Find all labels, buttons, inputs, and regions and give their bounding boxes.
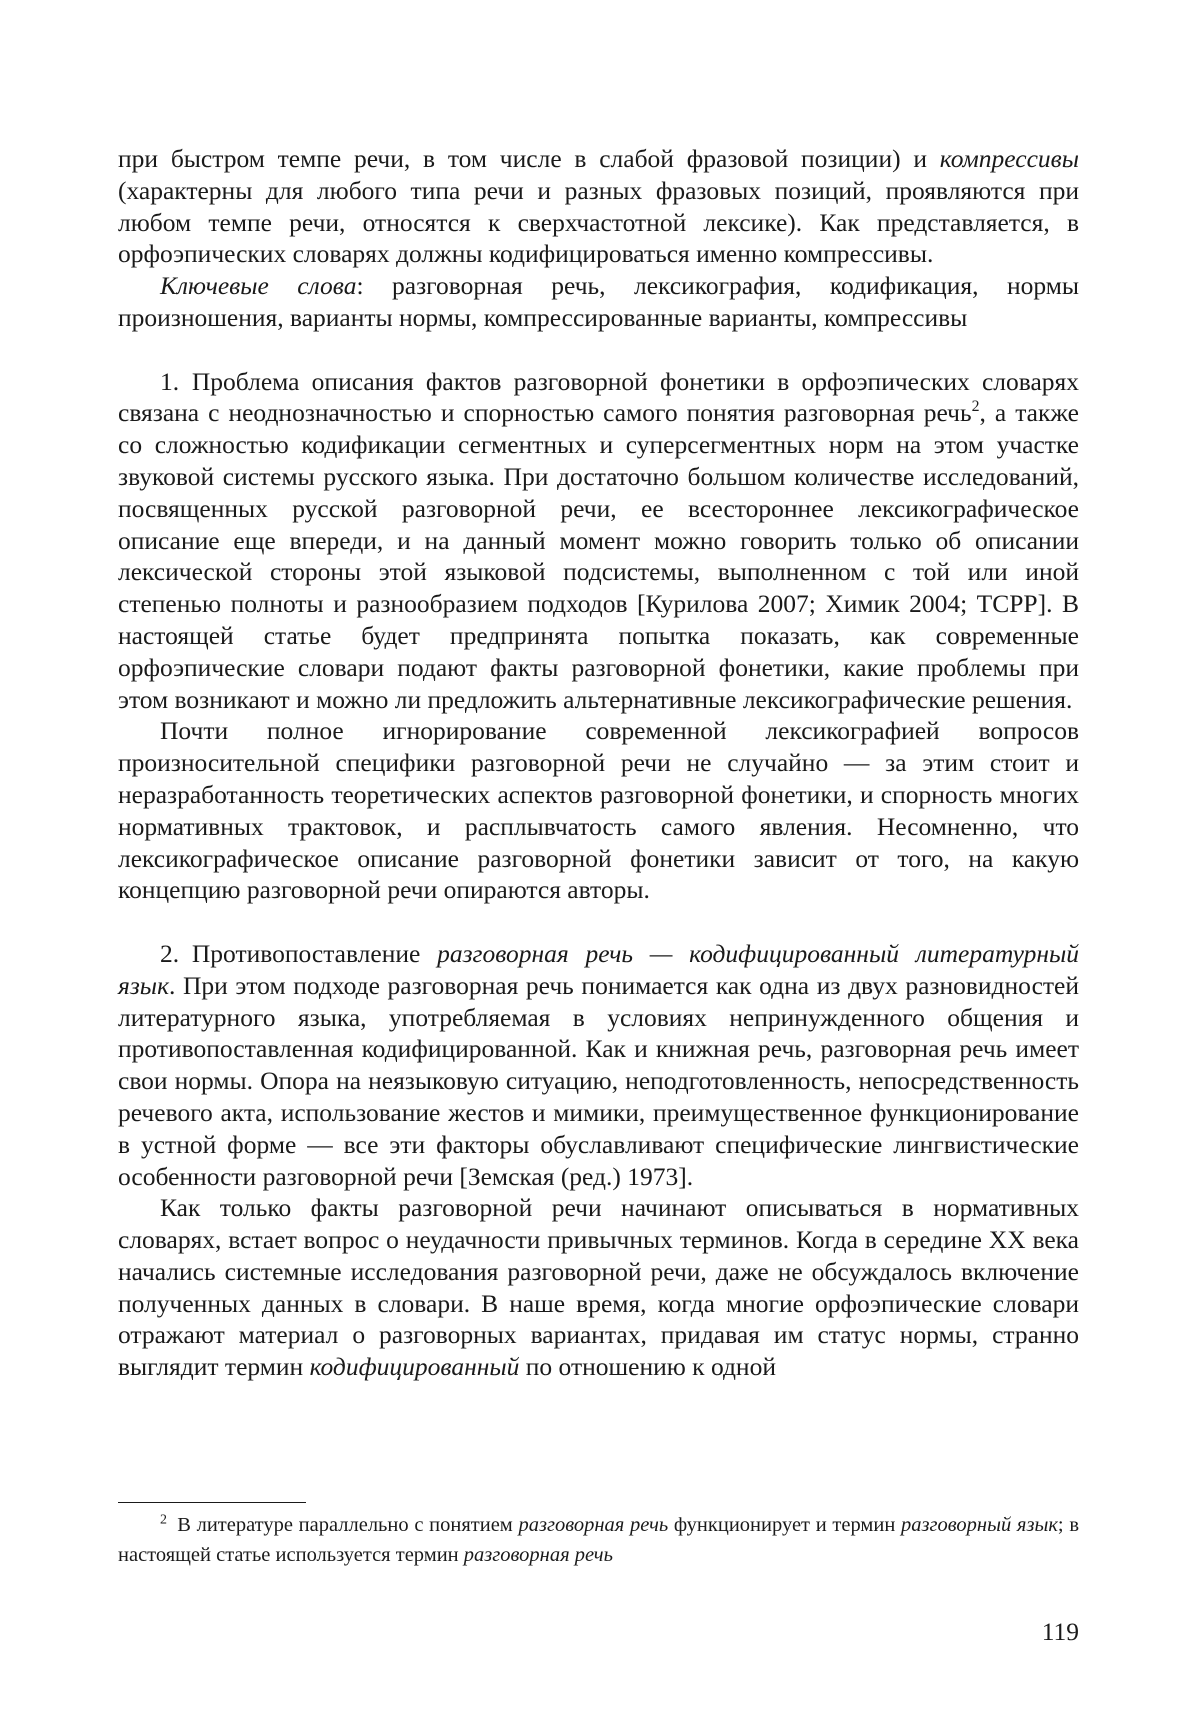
opposition-term: разговорная речь — кодифицированный литературный язык: [118, 938, 1080, 1000]
footnote: $^2$ В литературе параллельно с понятием разговорная речь функционирует и термин разговорный язык; в настоящей статье используется термин разговорная речь: [118, 1512, 1080, 1566]
section-1-paragraph: 1. Проблема описания фактов разговорной фонетики в орфоэпических словарях связана с неоднозначностью и спорностью самого понятия разговорная речь$^2$, а также со сложностью кодификации сегментных и суперсегментных норм на этом участке звуковой системы русского языка. При достаточно большом количестве исследований, посвященных русской разговорной речи, ее всестороннее лексикографическое описание еще впереди, и на данный момент можно говорить только об описании лексической стороны этой языковой подсистемы, выполненном с той или иной степенью полноты и разнообразием подходов [Курилова 2007; Химик 2004; ТСРР]. В настоящей статье будет предпринята попытка показать, как современные орфоэпические словари подают факты разговорной фонетики, какие проблемы при этом возникают и можно ли предложить альтернативные лексикографические решения.: [118, 366, 1079, 714]
paragraph-ignoring: Почти полное игнорирование современной лексикографией вопросов произносительной специфики разговорной речи не случайно — за этим стоит и неразработанность теоретических аспектов разговорной фонетики, и спорность многих нормативных трактовок, и расплывчатость самого явления. Несомненно, что лексикографическое описание разговорной фонетики зависит от того, на какую концепцию разговорной речи опираются авторы.: [118, 716, 1079, 905]
keywords-label: Ключевые слова: [160, 271, 357, 301]
main-text: [118, 143, 1079, 1383]
term-kodificirovannyj: кодифицированный: [309, 1352, 520, 1382]
section-gap: [118, 906, 1079, 938]
footnote-separator: [118, 1502, 306, 1503]
paragraph-terms: Как только факты разговорной речи начинают описываться в нормативных словарях, встает вопрос о неудачности привычных терминов. Когда в середине XX века начались системные исследования разговорной речи, даже не обсуждалось включение полученных данных в словари. В наше время, когда многие орфоэпические словари отражают материал о разговорных вариантах, придавая им статус нормы, странно выглядит термин кодифицированный по отношению к одной: [118, 1193, 1079, 1382]
keywords-paragraph: [118, 270, 1079, 334]
term-kompressivy: компрессивы: [939, 144, 1079, 173]
paragraph-abstract-end: при быстром темпе речи, в том числе в слабой фразовой позиции) и компрессивы (характерны для любого типа речи и разных фразовых позиций, проявляются при любом темпе речи, относятся к сверхчастотной лексике). Как представляется, в орфоэпических словарях должны кодифицироваться именно компрессивы.: [118, 144, 1079, 269]
footnote-ref: 2: [971, 398, 980, 416]
footnote-number: 2: [160, 1512, 167, 1528]
section-2-paragraph: 2. Противопоставление разговорная речь — кодифицированный литературный язык. При этом подходе разговорная речь понимается как одна из двух разновидностей литературного языка, употребляемая в условиях непринужденного общения и противопоставленная кодифицированной. Как и книжная речь, разговорная речь имеет свои нормы. Опора на неязыковую ситуацию, неподготовленность, непосредственность речевого акта, использование жестов и мимики, преимущественное функционирование в устной форме — все эти факторы обуславливают специфические лингвистические особенности разговорной речи [Земская (ред.) 1973].: [118, 938, 1080, 1191]
page-number: 119: [1041, 1617, 1079, 1646]
keywords-list: : разговорная речь, лексикография, кодификация, нормы произношения, варианты нормы, компрессированные варианты, компрессивы: [118, 271, 1079, 332]
section-gap: [118, 334, 1079, 366]
